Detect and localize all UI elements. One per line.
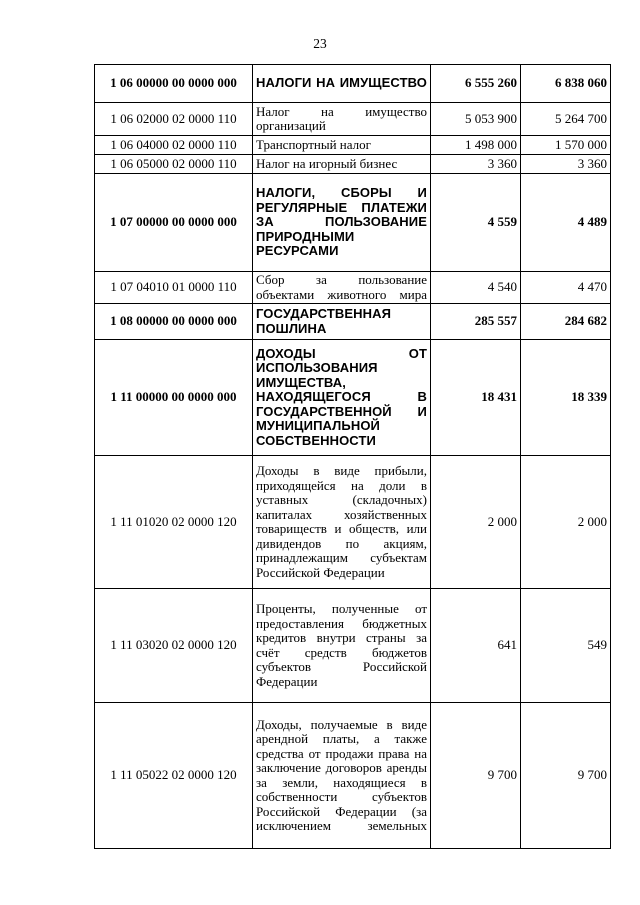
table-row (95, 340, 611, 456)
table-row (95, 272, 611, 304)
row-name: ДОХОДЫ ОТ ИСПОЛЬЗОВАНИЯ ИМУЩЕСТВА, НАХОДЯЩЕГОСЯ В ГОСУДАРСТВЕННОЙ И МУНИЦИПАЛЬНОЙ СОБСТВЕННОСТИ (253, 340, 431, 456)
table-row (95, 703, 611, 849)
row-name: Доходы в виде прибыли, приходящейся на доли в уставных (складочных) капиталах хозяйственных товариществ и обществ, или дивидендов по акциям, принадлежащим субъектам Российской Федерации (253, 456, 431, 589)
row-value-1: 4 559 (431, 174, 521, 272)
row-name: Сбор за пользование объектами животного мира (253, 272, 431, 304)
row-value-1: 1 498 000 (431, 136, 521, 155)
row-code: 1 11 05022 02 0000 120 (95, 703, 253, 849)
revenue-table (94, 64, 611, 849)
row-code: 1 06 05000 02 0000 110 (95, 155, 253, 174)
row-value-1: 5 053 900 (431, 103, 521, 136)
row-value-1: 9 700 (431, 703, 521, 849)
row-value-2: 2 000 (521, 456, 611, 589)
row-code: 1 07 04010 01 0000 110 (95, 272, 253, 304)
row-code: 1 06 04000 02 0000 110 (95, 136, 253, 155)
page-number: 23 (313, 36, 327, 51)
table-row (95, 174, 611, 272)
row-name: Транспортный налог (253, 136, 431, 155)
row-value-2: 284 682 (521, 304, 611, 340)
table-row (95, 103, 611, 136)
table-row (95, 136, 611, 155)
row-value-2: 1 570 000 (521, 136, 611, 155)
row-value-2: 549 (521, 589, 611, 703)
row-value-1: 18 431 (431, 340, 521, 456)
row-value-1: 2 000 (431, 456, 521, 589)
row-code: 1 11 03020 02 0000 120 (95, 589, 253, 703)
row-value-2: 4 489 (521, 174, 611, 272)
row-code: 1 11 01020 02 0000 120 (95, 456, 253, 589)
row-code: 1 11 00000 00 0000 000 (95, 340, 253, 456)
row-value-1: 4 540 (431, 272, 521, 304)
row-value-2: 5 264 700 (521, 103, 611, 136)
row-value-2: 3 360 (521, 155, 611, 174)
row-name: Налог на имущество организаций (253, 103, 431, 136)
row-name: ГОСУДАРСТВЕННАЯ ПОШЛИНА (253, 304, 431, 340)
table-row (95, 304, 611, 340)
row-name: НАЛОГИ, СБОРЫ И РЕГУЛЯРНЫЕ ПЛАТЕЖИ ЗА ПОЛЬЗОВАНИЕ ПРИРОДНЫМИ РЕСУРСАМИ (253, 174, 431, 272)
row-name: НАЛОГИ НА ИМУЩЕСТВО (253, 65, 431, 103)
row-name: Налог на игорный бизнес (253, 155, 431, 174)
row-code: 1 06 02000 02 0000 110 (95, 103, 253, 136)
row-value-1: 6 555 260 (431, 65, 521, 103)
row-value-2: 9 700 (521, 703, 611, 849)
row-code: 1 06 00000 00 0000 000 (95, 65, 253, 103)
table-row (95, 155, 611, 174)
row-code: 1 07 00000 00 0000 000 (95, 174, 253, 272)
row-value-2: 6 838 060 (521, 65, 611, 103)
row-name: Проценты, полученные от предоставления бюджетных кредитов внутри страны за счёт средств бюджетов субъектов Российской Федерации (253, 589, 431, 703)
row-name: Доходы, получаемые в виде арендной платы, а также средства от продажи права на заключение договоров аренды за земли, находящиеся в собственности субъектов Российской Федерации (за исключением земельных (253, 703, 431, 849)
row-value-1: 641 (431, 589, 521, 703)
row-value-2: 18 339 (521, 340, 611, 456)
row-value-1: 285 557 (431, 304, 521, 340)
row-value-2: 4 470 (521, 272, 611, 304)
table-row (95, 589, 611, 703)
row-value-1: 3 360 (431, 155, 521, 174)
table-row (95, 65, 611, 103)
table-row (95, 456, 611, 589)
row-code: 1 08 00000 00 0000 000 (95, 304, 253, 340)
